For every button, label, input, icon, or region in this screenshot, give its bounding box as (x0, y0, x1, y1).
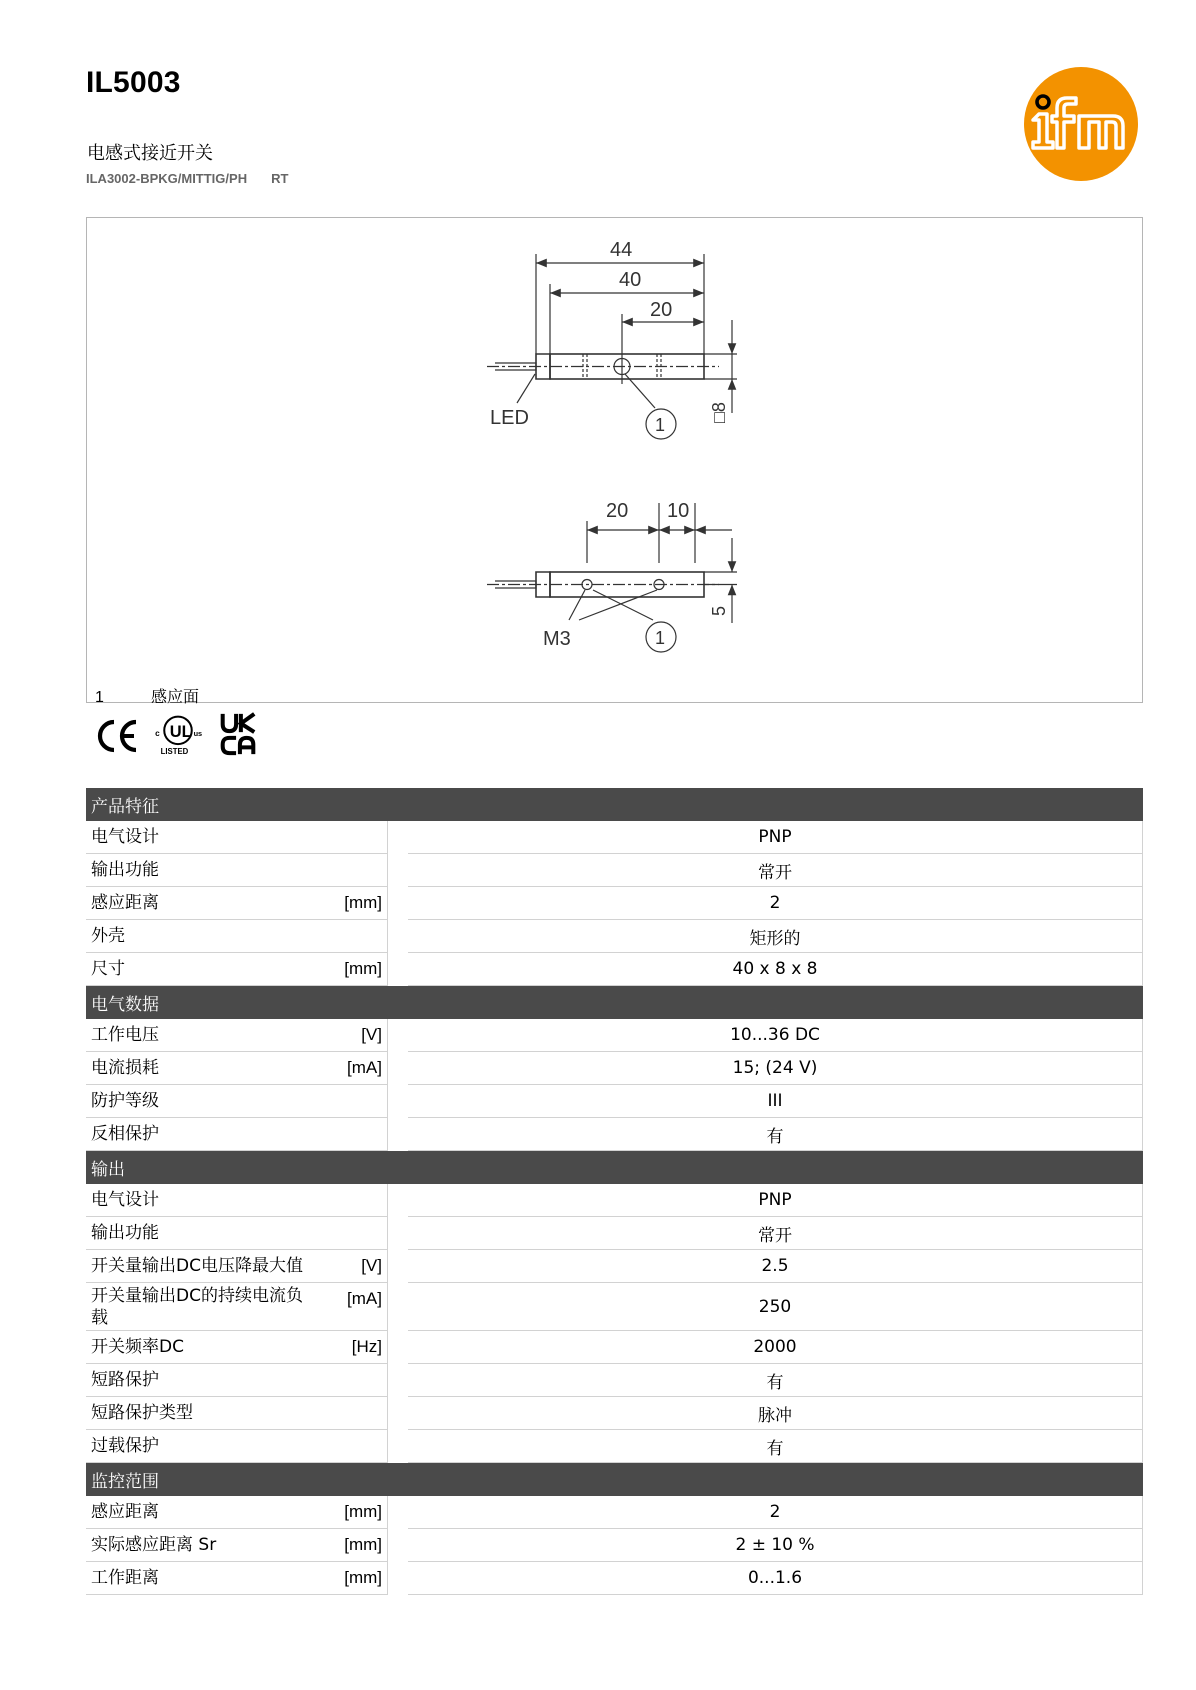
spec-label: 电气设计 (91, 827, 159, 847)
spec-unit: [mm] (344, 1568, 382, 1587)
spec-label: 实际感应距离 Sr (91, 1535, 217, 1555)
spec-gap (388, 1085, 408, 1118)
spec-value: 2000 (408, 1331, 1143, 1364)
spec-label: 工作距离 (91, 1568, 159, 1588)
spec-label-cell (86, 821, 388, 854)
dim-10-label: 10 (667, 500, 690, 522)
product-subtitle: 电感式接近开关 (87, 143, 213, 164)
legend-number: 1 (95, 689, 104, 706)
spec-label: 输出功能 (91, 860, 159, 880)
spec-value: 40 x 8 x 8 (408, 953, 1143, 986)
spec-value: 有 (408, 1430, 1143, 1463)
spec-label: 感应距离 (91, 893, 159, 913)
spec-row (86, 1562, 1143, 1595)
spec-gap (388, 1184, 408, 1217)
spec-value: 10...36 DC (408, 1019, 1143, 1052)
spec-row (86, 1364, 1143, 1397)
spec-gap (388, 1283, 408, 1331)
svg-text:UL: UL (169, 722, 192, 741)
spec-unit: [mm] (344, 1502, 382, 1521)
spec-label-cell (86, 1529, 388, 1562)
callout-1-bottom: 1 (655, 628, 666, 648)
spec-label-cell (86, 920, 388, 953)
spec-value: 2 (408, 887, 1143, 920)
spec-row (86, 1397, 1143, 1430)
spec-value: 常开 (408, 854, 1143, 887)
m3-label: M3 (543, 628, 571, 650)
spec-gap (388, 1331, 408, 1364)
spec-gap (388, 1430, 408, 1463)
led-label: LED (490, 407, 529, 429)
spec-label-cell (86, 1331, 388, 1364)
spec-row (86, 1019, 1143, 1052)
spec-label: 工作电压 (91, 1025, 159, 1045)
spec-gap (388, 1019, 408, 1052)
callout-1-top: 1 (655, 415, 666, 435)
dim-20-top-label: 20 (650, 299, 673, 321)
spec-value: 矩形的 (408, 920, 1143, 953)
spec-row (86, 920, 1143, 953)
spec-gap (388, 1118, 408, 1151)
spec-label-cell (86, 854, 388, 887)
spec-label-cell (86, 1562, 388, 1595)
spec-label: 开关量输出DC的持续电流负载 (91, 1285, 303, 1328)
dim-40-label: 40 (619, 269, 642, 291)
spec-label: 短路保护类型 (91, 1403, 193, 1423)
ukca-mark-icon (218, 712, 258, 756)
spec-value: 有 (408, 1118, 1143, 1151)
dim-44-label: 44 (610, 239, 633, 261)
spec-row (86, 1331, 1143, 1364)
spec-gap (388, 887, 408, 920)
spec-label-cell (86, 1250, 388, 1283)
spec-label: 开关量输出DC电压降最大值 (91, 1256, 303, 1276)
spec-unit: [mm] (344, 959, 382, 978)
spec-row (86, 1496, 1143, 1529)
spec-row (86, 821, 1143, 854)
spec-gap (388, 1217, 408, 1250)
spec-row (86, 1283, 1143, 1331)
spec-unit: [V] (361, 1025, 382, 1044)
spec-value: 2 (408, 1496, 1143, 1529)
spec-gap (388, 1250, 408, 1283)
spec-gap (388, 1397, 408, 1430)
spec-value: 脉冲 (408, 1397, 1143, 1430)
dim-5-label: 5 (709, 605, 729, 616)
spec-gap (388, 854, 408, 887)
spec-row (86, 887, 1143, 920)
spec-gap (388, 1052, 408, 1085)
spec-label: 电流损耗 (91, 1058, 159, 1078)
ifm-logo (1023, 66, 1139, 182)
spec-row (86, 1085, 1143, 1118)
dim-20-bottom-label: 20 (606, 500, 629, 522)
spec-gap (388, 1496, 408, 1529)
product-code-line (86, 171, 288, 186)
spec-gap (388, 1529, 408, 1562)
spec-label: 防护等级 (91, 1091, 159, 1111)
section-header (86, 986, 1143, 1019)
svg-text:us: us (193, 728, 203, 738)
spec-gap (388, 821, 408, 854)
spec-row (86, 1052, 1143, 1085)
spec-label: 短路保护 (91, 1370, 159, 1390)
spec-label-cell (86, 887, 388, 920)
dimension-drawing-svg (87, 218, 1144, 704)
spec-label-cell (86, 1118, 388, 1151)
spec-label-cell (86, 1052, 388, 1085)
spec-gap (388, 920, 408, 953)
svg-text:LISTED: LISTED (160, 747, 189, 756)
spec-label-cell (86, 1397, 388, 1430)
spec-row (86, 1184, 1143, 1217)
spec-label-cell (86, 1496, 388, 1529)
spec-label: 过载保护 (91, 1436, 159, 1456)
spec-row (86, 1529, 1143, 1562)
spec-label-cell (86, 1085, 388, 1118)
spec-label: 输出功能 (91, 1223, 159, 1243)
spec-row (86, 1250, 1143, 1283)
section-title: 输出 (86, 1151, 1143, 1184)
spec-row (86, 1217, 1143, 1250)
spec-value: 0...1.6 (408, 1562, 1143, 1595)
product-code-suffix: RT (271, 171, 289, 186)
product-title: IL5003 (86, 66, 181, 99)
spec-table (86, 788, 1143, 1595)
spec-label-cell (86, 953, 388, 986)
ul-listed-icon (150, 712, 206, 756)
section-header (86, 1463, 1143, 1496)
spec-value: PNP (408, 821, 1143, 854)
spec-label: 开关频率DC (91, 1337, 184, 1357)
section-title: 监控范围 (86, 1463, 1143, 1496)
spec-label: 电气设计 (91, 1190, 159, 1210)
spec-row (86, 1430, 1143, 1463)
spec-value: 2 ± 10 % (408, 1529, 1143, 1562)
spec-label-cell (86, 1430, 388, 1463)
spec-unit: [Hz] (351, 1337, 382, 1356)
spec-label: 外壳 (91, 926, 125, 946)
section-title: 电气数据 (86, 986, 1143, 1019)
spec-label-cell (86, 1019, 388, 1052)
spec-label: 反相保护 (91, 1124, 159, 1144)
svg-text:c: c (155, 728, 160, 738)
ce-mark-icon (94, 714, 140, 758)
spec-gap (388, 1364, 408, 1397)
spec-label-cell (86, 1283, 388, 1331)
dimension-drawing (86, 217, 1143, 706)
spec-unit: [mA] (347, 1058, 382, 1077)
spec-unit: [mm] (344, 893, 382, 912)
spec-label-cell (86, 1184, 388, 1217)
spec-value: 2.5 (408, 1250, 1143, 1283)
spec-unit: [mm] (344, 1535, 382, 1554)
spec-row (86, 854, 1143, 887)
section-header (86, 1151, 1143, 1184)
spec-label-cell (86, 1364, 388, 1397)
spec-label: 尺寸 (91, 959, 125, 979)
spec-unit: [V] (361, 1256, 382, 1275)
product-code: ILA3002-BPKG/MITTIG/PH (86, 171, 248, 186)
spec-row (86, 1118, 1143, 1151)
section-header (86, 788, 1143, 821)
spec-gap (388, 953, 408, 986)
spec-unit: [mA] (347, 1289, 382, 1308)
legend-text: 感应面 (151, 687, 200, 706)
spec-label-cell (86, 1217, 388, 1250)
spec-value: III (408, 1085, 1143, 1118)
drawing-legend (95, 684, 199, 707)
spec-row (86, 953, 1143, 986)
spec-gap (388, 1562, 408, 1595)
spec-value: PNP (408, 1184, 1143, 1217)
spec-value: 250 (408, 1283, 1143, 1331)
spec-value: 15; (24 V) (408, 1052, 1143, 1085)
spec-value: 常开 (408, 1217, 1143, 1250)
dim-square-label: □8 (709, 402, 729, 423)
spec-value: 有 (408, 1364, 1143, 1397)
section-title: 产品特征 (86, 788, 1143, 821)
spec-label: 感应距离 (91, 1502, 159, 1522)
